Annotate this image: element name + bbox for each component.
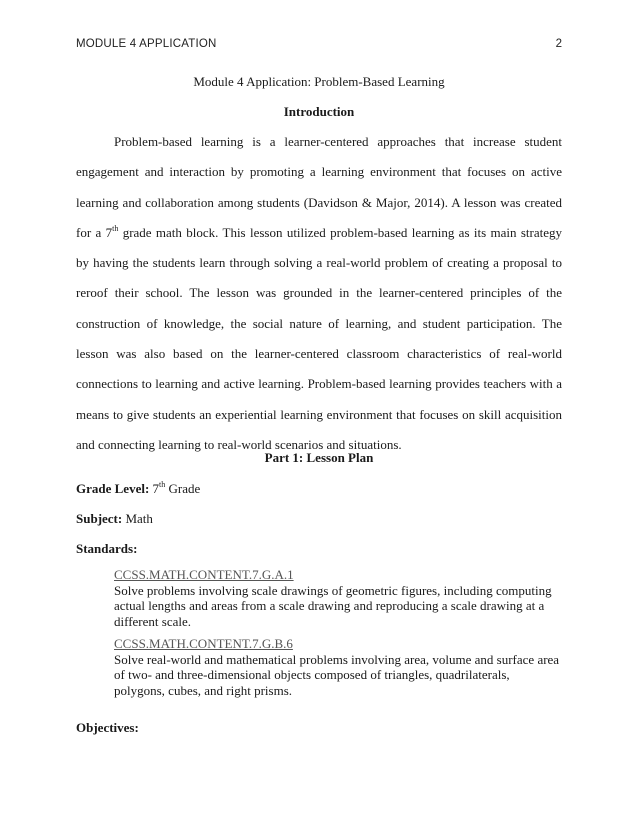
standard-item [114, 567, 560, 629]
standard-item [114, 636, 560, 698]
grade-level-field [76, 481, 200, 497]
introduction-heading: Introduction [283, 104, 355, 119]
standards-label: Standards: [76, 541, 138, 556]
part1-heading: Part 1: Lesson Plan [264, 450, 374, 465]
subject-value: Math [125, 511, 153, 526]
objectives-label: Objectives: [76, 720, 139, 735]
grade-level-superscript: th [159, 479, 166, 489]
grade-level-number: 7 [152, 481, 160, 496]
introduction-paragraph [76, 127, 562, 460]
intro-grade-superscript: th [112, 223, 119, 233]
subject-field [76, 511, 153, 527]
standard-code-link[interactable]: CCSS.MATH.CONTENT.7.G.A.1 [114, 567, 294, 582]
standard-description: Solve problems involving scale drawings of geometric figures, including computing actual lengths and areas from a scale drawing and reproducing a scale drawing at a different scale. [114, 582, 552, 629]
page-number: 2 [555, 38, 562, 50]
grade-level-label: Grade Level: [76, 481, 150, 496]
page-header [76, 38, 562, 54]
running-head: MODULE 4 APPLICATION [76, 38, 217, 50]
standard-description: Solve real-world and mathematical problems involving area, volume and surface area of two- and three-dimensional objects composed of triangles, quadrilaterals, polygons, cubes, and right prisms. [114, 651, 560, 698]
document-title: Module 4 Application: Problem-Based Learning [193, 74, 445, 89]
standard-code-link[interactable]: CCSS.MATH.CONTENT.7.G.B.6 [114, 636, 293, 651]
intro-text-part-2: grade math block. This lesson utilized problem-based learning as its main strategy by having the students learn through solving a real-world problem of creating a proposal to reroof their school. The lesson was grounded in the learner-centered principles of the construction of knowledge, the social nature of learning, and student participation. The lesson was also based on the learner-centered classroom characteristics of real-world connections to learning and active learning. Problem-based learning provides teachers with a means to give students an experiential learning environment that focuses on skill acquisition and connecting learning to real-world scenarios and situations. [76, 224, 562, 452]
grade-level-rest: Grade [168, 481, 201, 496]
subject-label: Subject: [76, 511, 123, 526]
intro-text-part-1: Problem-based learning is a learner-centered approaches that increase student engagement and interaction by promoting a learning environment that focuses on active learning and collaboration among students (Davidson & Major, 2014). A lesson was created for a 7 [76, 134, 562, 240]
